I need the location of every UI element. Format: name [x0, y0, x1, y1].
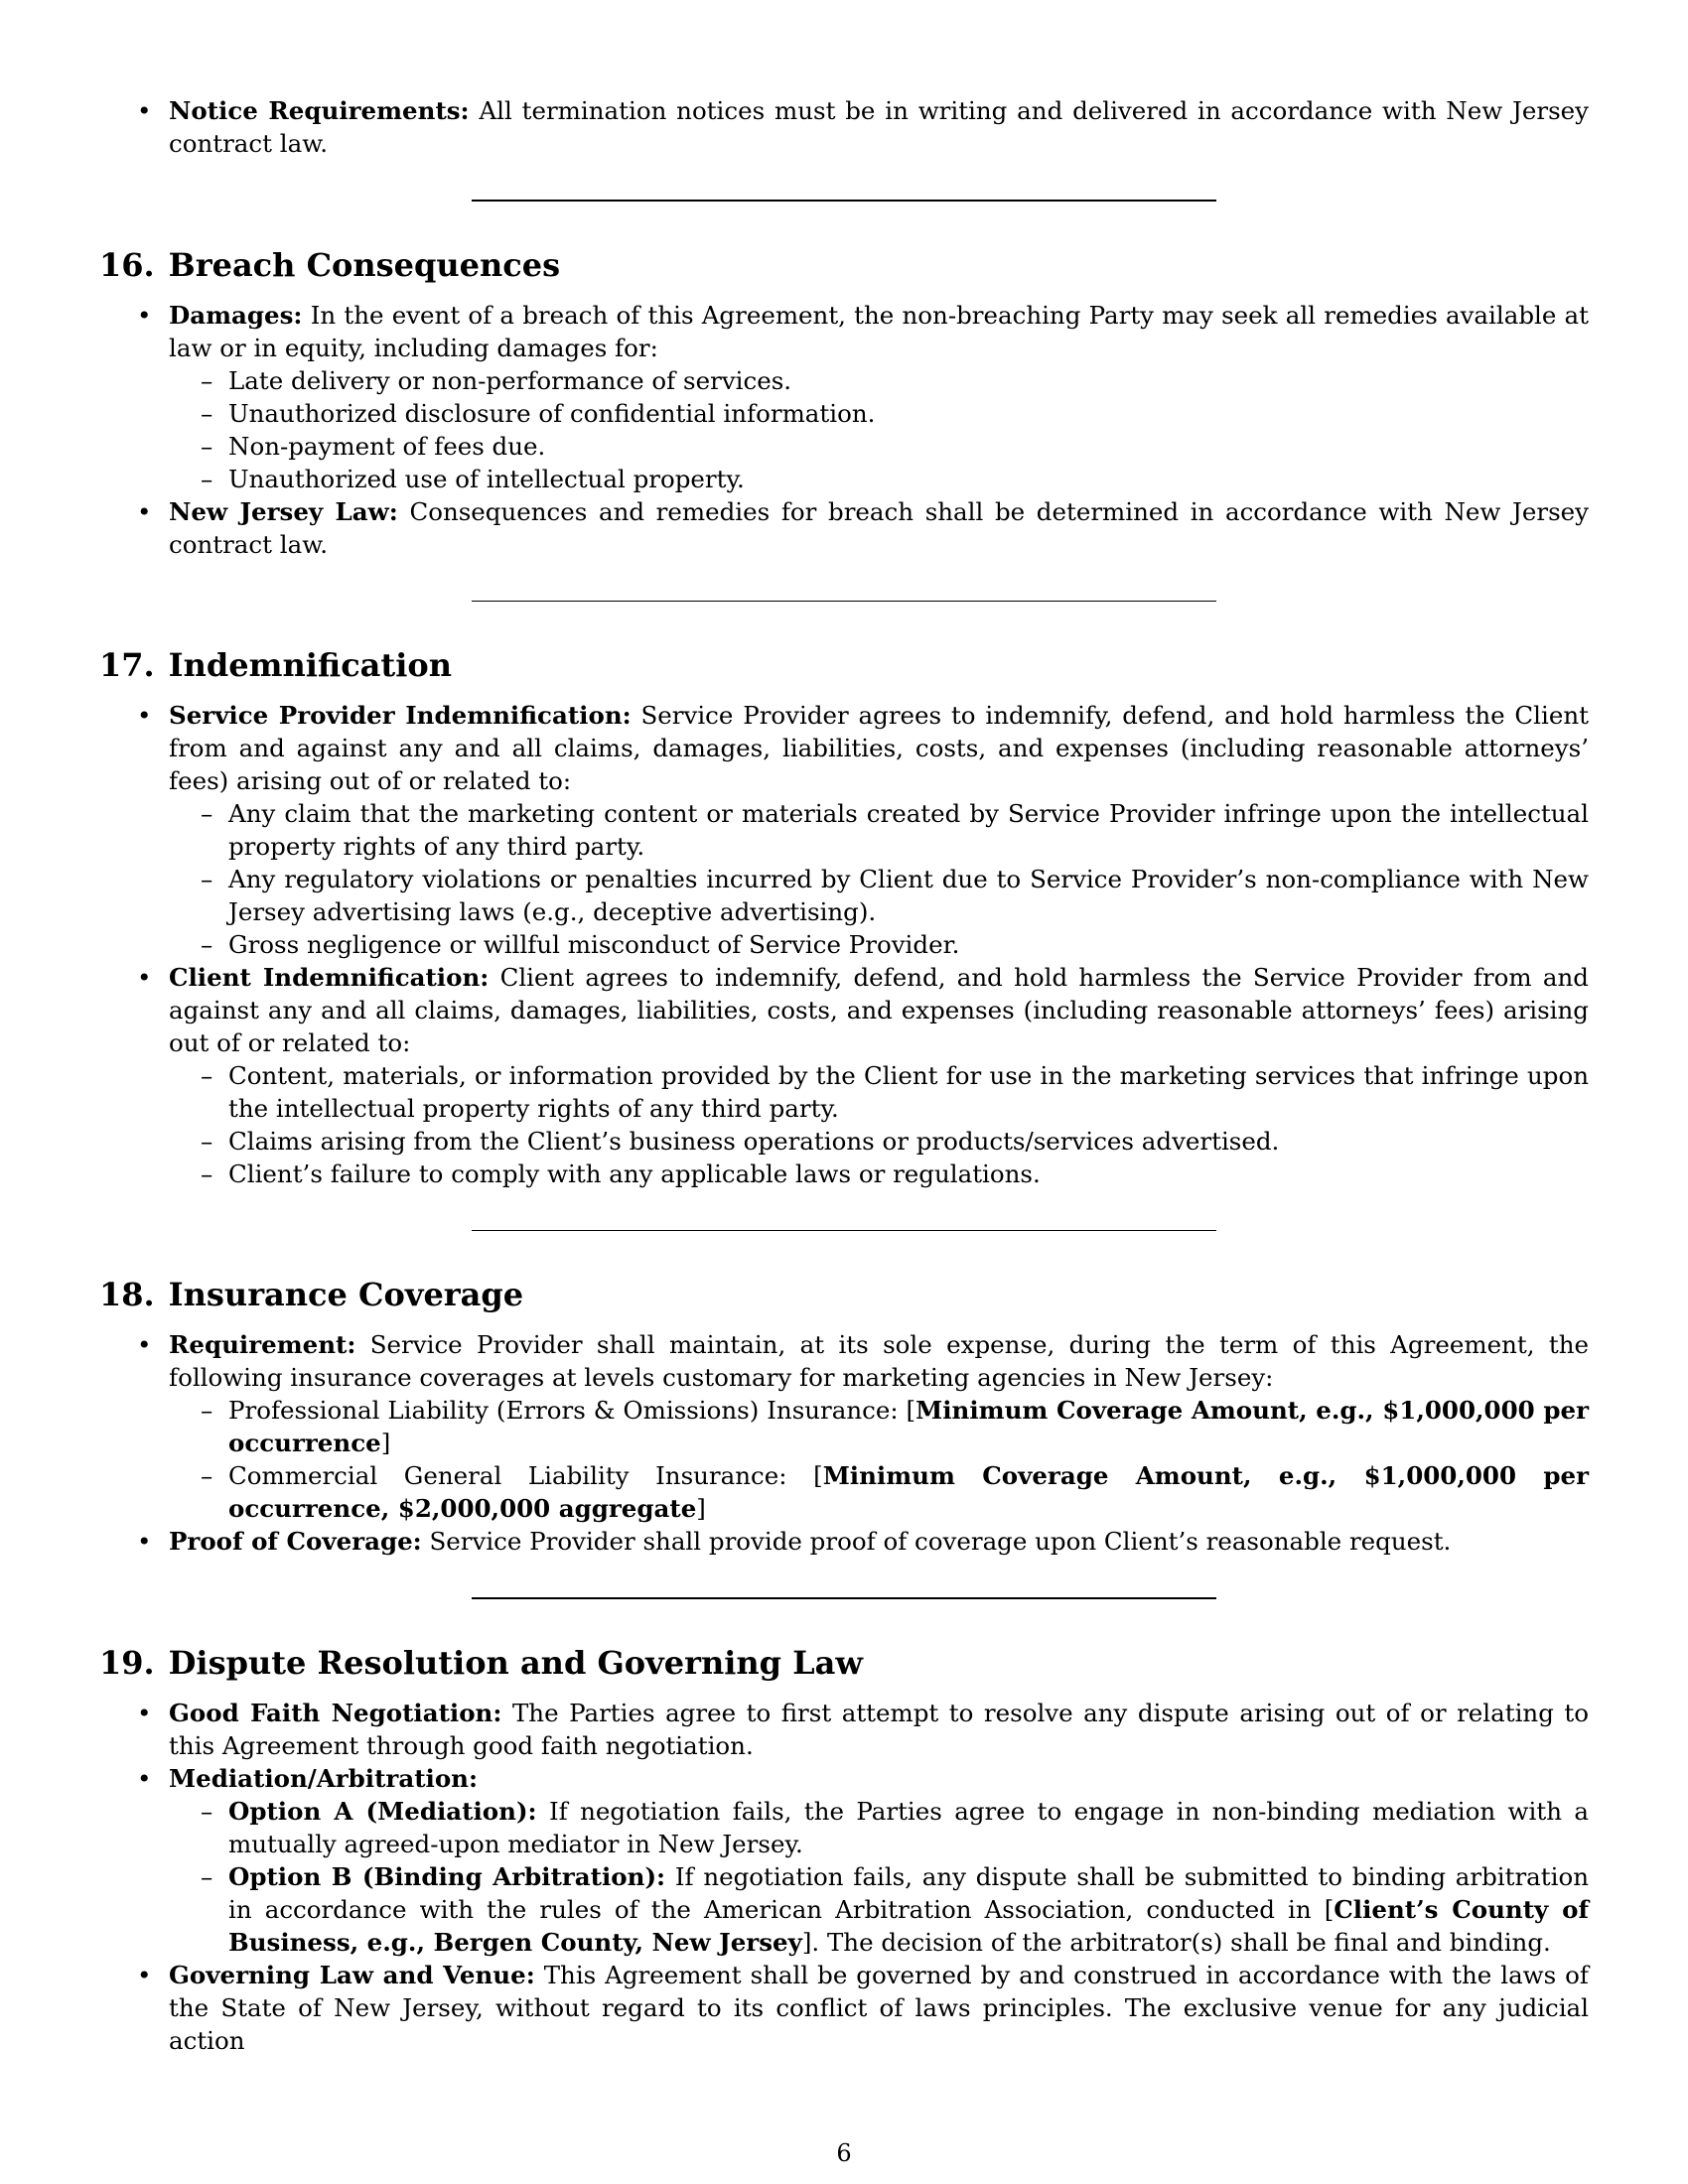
nj-law-text: Consequences and remedies for breach shall be determined in accordance with New Jersey contract law. — [169, 497, 1589, 559]
damages-label: Damages: — [169, 301, 303, 330]
bracket-close: ] — [380, 1429, 391, 1457]
section-divider — [472, 1597, 1216, 1599]
insurance-sublist — [169, 1394, 1589, 1525]
option-b-end: ]. The decision of the arbitrator(s) shall be final and binding. — [801, 1928, 1551, 1957]
nj-law-label: New Jersey Law: — [169, 497, 398, 526]
option-b-label: Option B (Binding Arbitration): — [228, 1862, 666, 1891]
section-divider — [472, 601, 1216, 602]
page-content — [99, 94, 1589, 2057]
section-16-number: 16. — [99, 246, 155, 284]
damages-subitem: – Unauthorized disclosure of confidential information. — [169, 397, 1589, 430]
section-divider — [472, 1230, 1216, 1231]
service-provider-indemnification-item — [99, 699, 1589, 961]
option-b-item — [169, 1860, 1589, 1959]
section-divider — [472, 200, 1216, 202]
governing-law-label: Governing Law and Venue: — [169, 1961, 535, 1989]
client-indemnification-text: Client agrees to indemnify, defend, and hold harmless the Service Provider from and against any and all claims, damages, liabilities, costs, and expenses (including reasonable attorneys’ fees) arising out of or related to: — [169, 963, 1589, 1057]
proof-text: Service Provider shall provide proof of coverage upon Client’s reasonable request. — [421, 1527, 1452, 1556]
option-a-item — [169, 1795, 1589, 1860]
sp-indemnification-label: Service Provider Indemnification: — [169, 701, 632, 730]
client-indemnification-subitem: – Claims arising from the Client’s business operations or products/services advertised. — [169, 1125, 1589, 1158]
page-number: 6 — [836, 2139, 852, 2167]
proof-label: Proof of Coverage: — [169, 1527, 422, 1556]
good-faith-label: Good Faith Negotiation: — [169, 1699, 502, 1727]
notice-label: Notice Requirements: — [169, 96, 470, 125]
proof-of-coverage-item — [99, 1525, 1589, 1558]
section-17-heading — [99, 645, 1589, 685]
new-jersey-law-item — [99, 495, 1589, 561]
option-a-label: Option A (Mediation): — [228, 1797, 537, 1826]
section-19 — [99, 1643, 1589, 2057]
section-17-title: Indemnification — [168, 646, 452, 684]
general-liability-amount: Minimum Coverage Amount, e.g., $1,000,000 per occurrence, $2,000,000 aggregate — [228, 1461, 1589, 1523]
mediation-arbitration-item — [99, 1762, 1589, 1959]
bracket-close: ] — [696, 1494, 706, 1523]
damages-sublist — [169, 364, 1589, 495]
notice-text: All termination notices must be in writing and delivered in accordance with New Jersey contract law. — [169, 96, 1589, 158]
client-indemnification-subitem: – Client’s failure to comply with any applicable laws or regulations. — [169, 1158, 1589, 1190]
section-18-list — [99, 1328, 1589, 1558]
section-16-list — [99, 299, 1589, 561]
section-16 — [99, 245, 1589, 561]
sp-indemnification-subitem: – Any regulatory violations or penalties incurred by Client due to Service Provider’s non-compliance with New Jersey advertising laws (e.g., deceptive advertising). — [169, 863, 1589, 928]
section-17-list — [99, 699, 1589, 1190]
section-17-number: 17. — [99, 646, 155, 684]
sp-indemnification-subitem: – Gross negligence or willful misconduct of Service Provider. — [169, 928, 1589, 961]
section-18-number: 18. — [99, 1276, 155, 1313]
general-liability-item — [169, 1459, 1589, 1525]
section-19-number: 19. — [99, 1644, 155, 1682]
section-16-heading — [99, 245, 1589, 285]
client-indemnification-sublist — [169, 1059, 1589, 1190]
section-18-title: Insurance Coverage — [168, 1276, 524, 1313]
section-19-title: Dispute Resolution and Governing Law — [168, 1644, 863, 1682]
mediation-arbitration-sublist — [169, 1795, 1589, 1959]
mediation-arbitration-label: Mediation/Arbitration: — [169, 1764, 479, 1793]
professional-liability-item — [169, 1394, 1589, 1459]
damages-item — [99, 299, 1589, 495]
insurance-requirement-item — [99, 1328, 1589, 1525]
professional-liability-text: Professional Liability (Errors & Omissions) Insurance: [ — [228, 1396, 916, 1425]
option-b-text: If negotiation fails, any dispute shall be submitted to binding arbitration in accordance with the rules of the American Arbitration Association, conducted in [ — [228, 1862, 1589, 1924]
notice-list — [99, 94, 1589, 160]
client-indemnification-subitem: – Content, materials, or information provided by the Client for use in the marketing services that infringe upon the intellectual property rights of any third party. — [169, 1059, 1589, 1125]
section-18-heading — [99, 1275, 1589, 1314]
option-a-text: If negotiation fails, the Parties agree to engage in non-binding mediation with a mutually agreed-upon mediator in New Jersey. — [228, 1797, 1589, 1858]
notice-requirements-item — [99, 94, 1589, 160]
client-indemnification-label: Client Indemnification: — [169, 963, 490, 992]
section-18 — [99, 1275, 1589, 1558]
good-faith-negotiation-item — [99, 1697, 1589, 1762]
general-liability-text: Commercial General Liability Insurance: [ — [228, 1461, 823, 1490]
section-19-heading — [99, 1643, 1589, 1683]
sp-indemnification-sublist — [169, 797, 1589, 961]
damages-text: In the event of a breach of this Agreement, the non-breaching Party may seek all remedies available at law or in equity, including damages for: — [169, 301, 1589, 362]
requirement-label: Requirement: — [169, 1330, 356, 1359]
client-indemnification-item — [99, 961, 1589, 1190]
section-19-list — [99, 1697, 1589, 2057]
section-17 — [99, 645, 1589, 1190]
damages-subitem: – Late delivery or non-performance of services. — [169, 364, 1589, 397]
sp-indemnification-text: Service Provider agrees to indemnify, defend, and hold harmless the Client from and against any and all claims, damages, liabilities, costs, and expenses (including reasonable attorneys’ fees) arising out of or related to: — [169, 701, 1589, 795]
governing-law-item — [99, 1959, 1589, 2057]
governing-law-text: This Agreement shall be governed by and construed in accordance with the laws of the State of New Jersey, without regard to its conflict of laws principles. The exclusive venue for any judicial action — [169, 1961, 1589, 2055]
sp-indemnification-subitem: – Any claim that the marketing content or materials created by Service Provider infringe upon the intellectual property rights of any third party. — [169, 797, 1589, 863]
requirement-text: Service Provider shall maintain, at its sole expense, during the term of this Agreement, the following insurance coverages at levels customary for marketing agencies in New Jersey: — [169, 1330, 1589, 1392]
damages-subitem: – Non-payment of fees due. — [169, 430, 1589, 463]
section-16-title: Breach Consequences — [168, 246, 561, 284]
option-b-county: Client’s County of Business, e.g., Bergen County, New Jersey — [228, 1895, 1589, 1957]
damages-subitem: – Unauthorized use of intellectual property. — [169, 463, 1589, 495]
professional-liability-amount: Minimum Coverage Amount, e.g., $1,000,000 per occurrence — [228, 1396, 1589, 1457]
good-faith-text: The Parties agree to first attempt to resolve any dispute arising out of or relating to this Agreement through good faith negotiation. — [169, 1699, 1590, 1760]
